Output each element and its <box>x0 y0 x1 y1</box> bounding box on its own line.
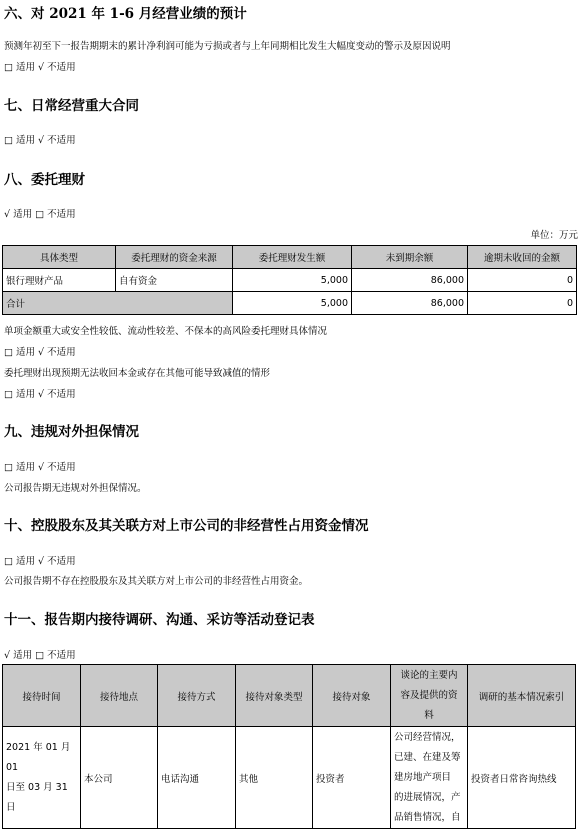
investor-relations-table <box>2 664 576 829</box>
table-header-row <box>3 665 576 727</box>
cell-line: 已建、在建及筹 <box>394 752 461 763</box>
section-11-applicability: √ 适用 □ 不适用 <box>4 650 76 661</box>
section-9-title: 九、违规对外担保情况 <box>4 424 139 440</box>
table-cell: 5,000 <box>233 269 352 292</box>
unit-label: 单位：万元 <box>530 230 578 241</box>
header-cell: 委托理财的资金来源 <box>116 246 233 269</box>
table-cell: 自有资金 <box>116 269 233 292</box>
section-10-title: 十、控股股东及其关联方对上市公司的非经营性占用资金情况 <box>4 518 369 534</box>
table-cell: 5,000 <box>233 292 352 315</box>
section-7-title: 七、日常经营重大合同 <box>4 98 139 114</box>
table-cell <box>3 727 81 829</box>
table-cell: 0 <box>468 269 577 292</box>
table-cell: 其他 <box>236 727 313 829</box>
high-risk-applicability: □ 适用 √ 不适用 <box>4 347 76 358</box>
cell-line: 2021 年 01 月 01 <box>6 741 71 773</box>
table-cell: 银行理财产品 <box>3 269 116 292</box>
header-cell: 接待时间 <box>3 665 81 727</box>
cell-line: 建房地产项目 <box>394 772 452 783</box>
section-6-description: 预测年初至下一报告期期末的累计净利润可能为亏损或者与上年同期相比发生大幅度变动的警示及原因说明 <box>4 41 451 52</box>
section-6-applicability: □ 适用 √ 不适用 <box>4 62 76 73</box>
table-cell <box>391 727 468 829</box>
header-line: 谈论的主要内 <box>400 669 458 681</box>
total-label: 合计 <box>3 292 233 315</box>
section-8-applicability: √ 适用 □ 不适用 <box>4 209 76 220</box>
header-cell: 委托理财发生额 <box>233 246 352 269</box>
table-row <box>3 269 577 292</box>
table-cell: 电话沟通 <box>158 727 236 829</box>
high-risk-note: 单项金额重大或安全性较低、流动性较差、不保本的高风险委托理财具体情况 <box>4 326 328 337</box>
header-line: 容及提供的资 <box>400 689 458 701</box>
header-cell: 调研的基本情况索引 <box>468 665 576 727</box>
table-cell: 本公司 <box>81 727 158 829</box>
section-7-applicability: □ 适用 √ 不适用 <box>4 135 76 146</box>
cell-line: 日至 03 月 31 日 <box>6 781 68 813</box>
header-cell <box>391 665 468 727</box>
impairment-applicability: □ 适用 √ 不适用 <box>4 389 76 400</box>
section-11-title: 十一、报告期内接待调研、沟通、采访等活动登记表 <box>4 612 315 628</box>
header-cell: 接待对象 <box>313 665 391 727</box>
table-row <box>3 727 576 829</box>
section-9-applicability: □ 适用 √ 不适用 <box>4 462 76 473</box>
header-line: 料 <box>424 709 434 721</box>
header-cell: 接待方式 <box>158 665 236 727</box>
header-cell: 接待地点 <box>81 665 158 727</box>
header-cell: 接待对象类型 <box>236 665 313 727</box>
section-9-description: 公司报告期无违规对外担保情况。 <box>4 483 147 494</box>
table-cell: 0 <box>468 292 577 315</box>
cell-line: 的进展情况，产 <box>394 792 461 803</box>
table-header-row <box>3 246 577 269</box>
impairment-note: 委托理财出现预期无法收回本金或存在其他可能导致减值的情形 <box>4 368 271 379</box>
wealth-management-table <box>2 245 577 315</box>
section-6-title: 六、对 2021 年 1-6 月经营业绩的预计 <box>4 6 247 22</box>
cell-line: 品销售情况，自 <box>394 812 461 823</box>
table-cell: 投资者 <box>313 727 391 829</box>
section-8-title: 八、委托理财 <box>4 172 85 188</box>
header-cell: 具体类型 <box>3 246 116 269</box>
table-total-row <box>3 292 577 315</box>
table-cell: 86,000 <box>352 269 468 292</box>
header-cell: 逾期未收回的金额 <box>468 246 577 269</box>
section-10-description: 公司报告期不存在控股股东及其关联方对上市公司的非经营性占用资金。 <box>4 576 309 587</box>
cell-line: 公司经营情况， <box>394 732 461 743</box>
table-cell: 86,000 <box>352 292 468 315</box>
section-10-applicability: □ 适用 √ 不适用 <box>4 556 76 567</box>
table-cell: 投资者日常咨询热线 <box>468 727 576 829</box>
header-cell: 未到期余额 <box>352 246 468 269</box>
